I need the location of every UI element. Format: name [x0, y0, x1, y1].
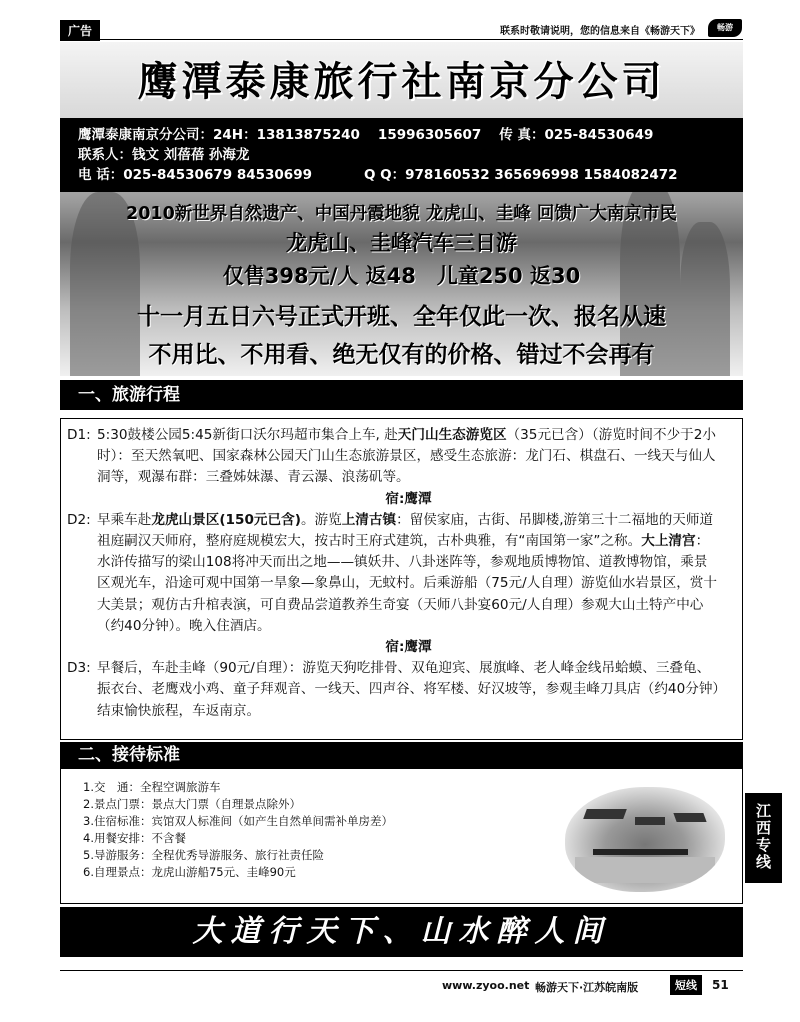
- slogan-line: 不用比、不用看、绝无仅有的价格、错过不会再有: [148, 342, 655, 368]
- attraction-name: 龙虎山景区(150元已含): [151, 511, 301, 528]
- tab-char: 江: [755, 802, 771, 820]
- day-label: D1:: [67, 427, 91, 443]
- contact-row: [78, 125, 725, 145]
- standard-item: 3.住宿标准：宾馆双人标准间（如产生自然单间需补单房差）: [83, 814, 393, 828]
- slogan-banner: 大道行天下、山水醉人间: [60, 907, 743, 957]
- tab-char: 西: [755, 819, 771, 837]
- ad-tag: 广告: [60, 20, 100, 41]
- hotline: 鹰潭泰康南京分公司：24H：13813875240: [78, 127, 360, 143]
- promo-headline: 2010新世界自然遗产、中国丹霞地貌 龙虎山、圭峰 回馈广大南京市民: [126, 204, 677, 224]
- mobile-number: 15996305607: [377, 127, 482, 143]
- standard-item: 5.导游服务：全程优秀导游服务、旅行社责任险: [83, 848, 324, 862]
- tour-name: 龙虎山、圭峰汽车三日游: [286, 231, 517, 255]
- magazine-name: 畅游天下·江苏皖南版: [535, 981, 639, 994]
- overnight-label: 宿:鹰潭: [385, 639, 432, 656]
- schedule-line: 十一月五日六号正式开班、全年仅此一次、报名从速: [137, 304, 666, 330]
- magazine-logo-icon: 畅游: [708, 19, 742, 37]
- hero-section: [60, 42, 743, 376]
- page-number: 51: [712, 978, 729, 992]
- category-tag: 短线: [670, 975, 702, 995]
- standard-item: 2.景点门票：景点大门票（自理景点除外）: [83, 797, 301, 811]
- day-label: D3:: [67, 660, 91, 677]
- fax-number: 传 真：025-84530649: [499, 127, 654, 143]
- contact-box: [60, 118, 743, 192]
- day-1: [67, 425, 720, 510]
- day-text: ：留侯家庙，古街、吊脚楼,游第三十二福地的天师道祖庭嗣汉天师府，整府庭规模宏大，按古时王府式建筑，古朴典雅，有“南国第一家”之称。: [97, 511, 714, 550]
- day-label: D2:: [67, 511, 91, 528]
- standard-item: 4.用餐安排：不含餐: [83, 831, 186, 845]
- tab-char: 线: [755, 853, 771, 871]
- day-text: 早餐后，车赴圭峰（90元/自理）：游览天狗吃排骨、双龟迎宾、展旗峰、老人峰金线吊蛤蟆、三叠龟、振衣台、老鹰戏小鸡、童子拜观音、一线天、四声谷、将军楼、好汉坡等，参观圭峰刀具店（约40分钟）结束愉快旅程，车返南京。: [97, 660, 720, 719]
- itinerary-heading: 一、旅游行程: [60, 380, 743, 410]
- day-text: 5:30鼓楼公园5:45新街口沃尔玛超市集合上车, 赴: [97, 427, 398, 443]
- tab-char: 专: [755, 836, 771, 854]
- attraction-name: 上清古镇: [341, 511, 397, 528]
- contact-row: [78, 165, 725, 185]
- website-link[interactable]: www.zyoo.net: [442, 979, 530, 992]
- agency-title: 鹰潭泰康旅行社南京分公司: [137, 59, 666, 105]
- village-photo: [565, 787, 725, 892]
- day-text: 早乘车赴: [97, 511, 152, 528]
- attraction-name: 大上清宫: [641, 533, 696, 550]
- qq-numbers: Q Q：978160532 365696998 1584082472: [363, 167, 678, 183]
- day-text: ：水浒传描写的梁山108将冲天而出之地——镇妖井、八卦迷阵等，参观地质博物馆、道教博物馆，乘景区观光车，沿途可观中国第一旱象—象鼻山，无蚊村。后乘游船（75元/人自理）游览仙水岩景区，赏十大美景；观仿古升棺表演，可自费品尝道教养生奇宴（天师八卦宴60元/人自理）参观大山土特产中心（约40分钟）。晚入住酒店。: [97, 533, 717, 634]
- attraction-name: 天门山生态游览区: [397, 427, 507, 443]
- day-3: [67, 658, 720, 722]
- standard-item: 6.自理景点：龙虎山游船75元、圭峰90元: [83, 865, 296, 879]
- source-note: 联系时敬请说明，您的信息来自《畅游天下》: [500, 26, 700, 37]
- footer: [60, 970, 743, 998]
- day-text: 。游览: [300, 511, 342, 528]
- overnight-label: 宿:鹰潭: [385, 490, 432, 507]
- phone-numbers: 电 话：025-84530679 84530699: [78, 167, 312, 183]
- standard-item: 1.交 通：全程空调旅游车: [83, 780, 221, 794]
- region-tab: [745, 793, 782, 883]
- price-line: 仅售398元/人 返48 儿童250 返30: [222, 264, 581, 288]
- standards-heading: 二、接待标准: [60, 742, 743, 768]
- itinerary-box: [60, 418, 743, 740]
- day-text: （35元已含）（游览时间不少于2小时）：至天然氧吧、国家森林公园天门山生态旅游景区，感受生态旅游：龙门石、棋盘石、一线天与仙人洞等，观瀑布群：三叠姊妹瀑、青云瀑、浪荡矶等。: [97, 427, 717, 486]
- day-2: [67, 510, 720, 658]
- contact-persons: 联系人：钱文 刘蓓蓓 孙海龙: [78, 147, 250, 163]
